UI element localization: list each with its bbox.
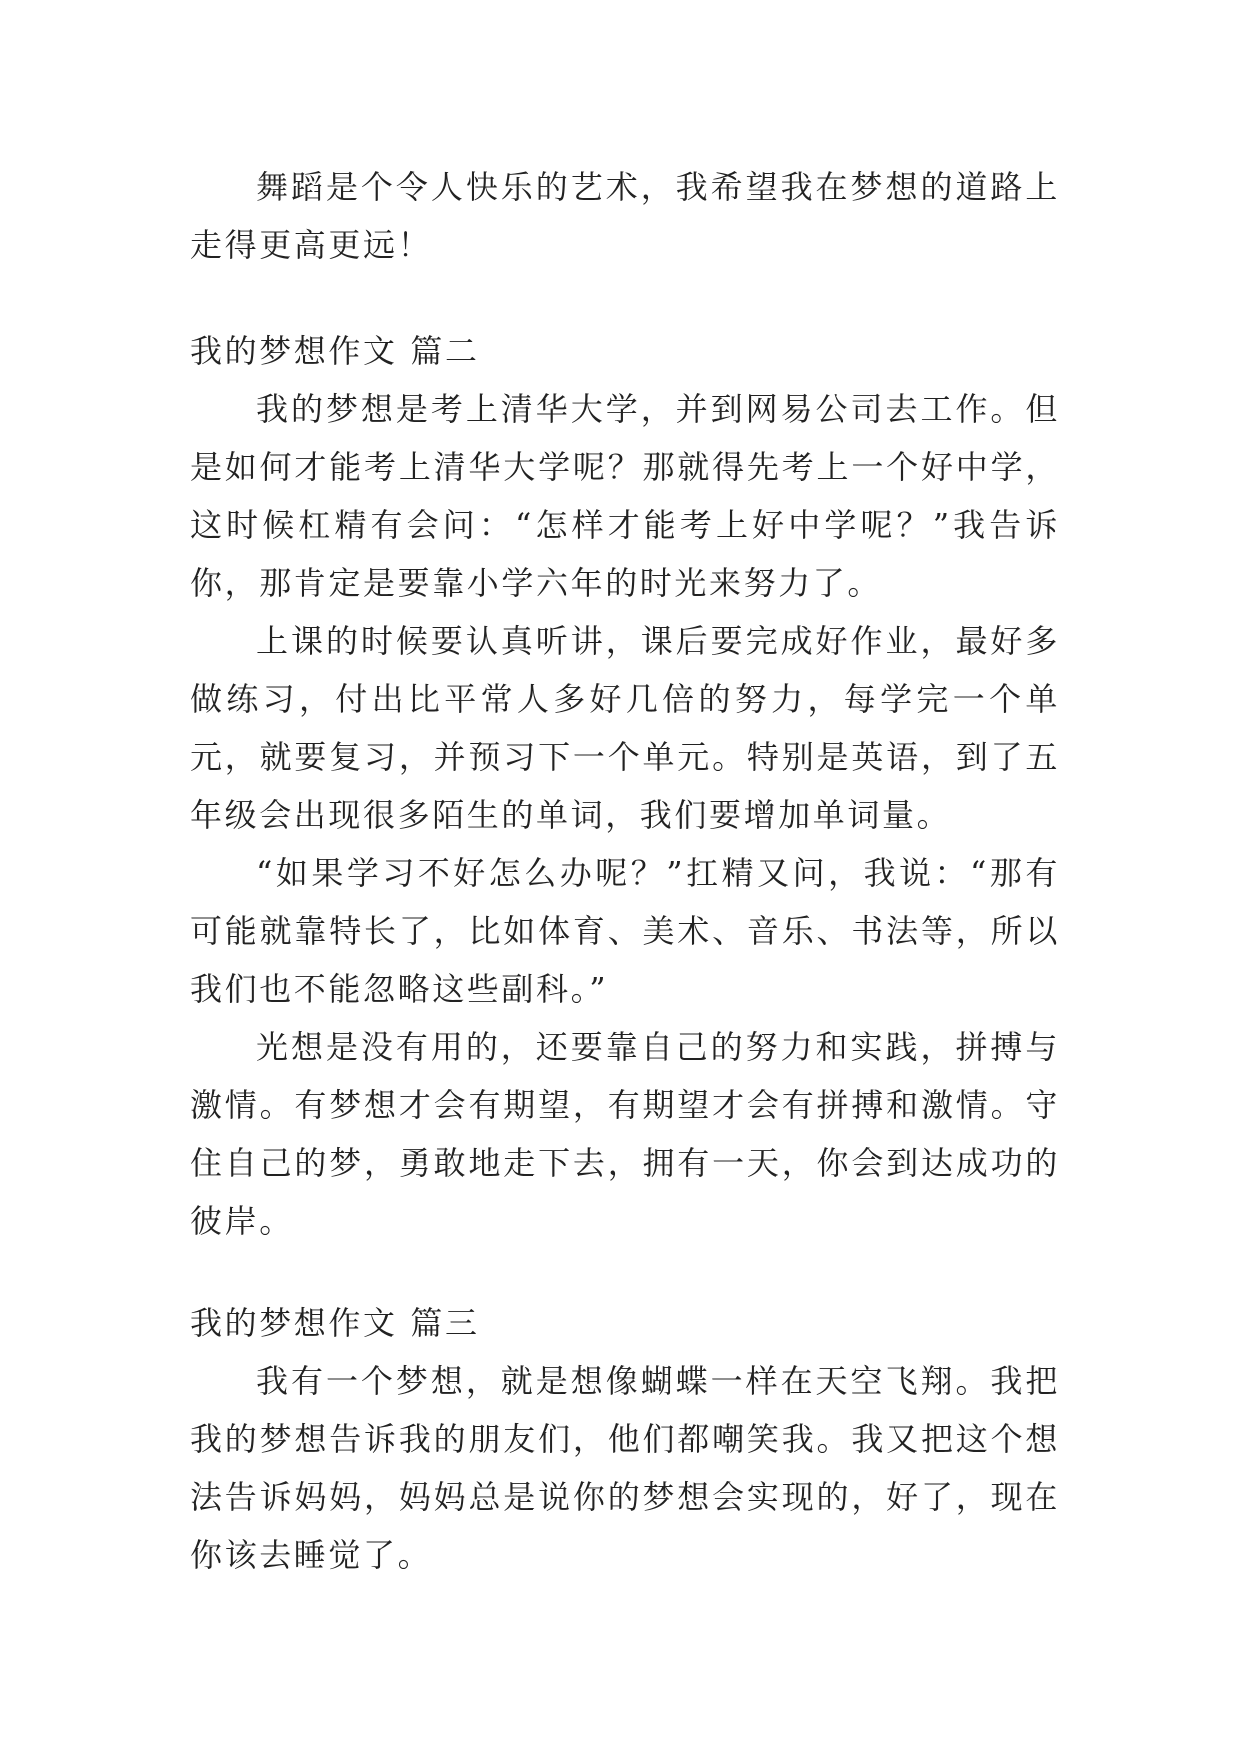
spacer xyxy=(190,274,1060,322)
essay-section-3 xyxy=(190,1294,1060,1584)
body-paragraph: “如果学习不好怎么办呢？”扛精又问，我说：“那有可能就靠特长了，比如体育、美术、音乐、书法等，所以我们也不能忽略这些副科。” xyxy=(190,854,1060,1008)
intro-paragraph: 舞蹈是个令人快乐的艺术，我希望我在梦想的道路上走得更高更远！ xyxy=(190,168,1060,264)
section-heading: 我的梦想作文 篇二 xyxy=(190,332,480,370)
body-paragraph: 我有一个梦想，就是想像蝴蝶一样在天空飞翔。我把我的梦想告诉我的朋友们，他们都嘲笑我。我又把这个想法告诉妈妈，妈妈总是说你的梦想会实现的，好了，现在你该去睡觉了。 xyxy=(190,1362,1060,1574)
section-heading: 我的梦想作文 篇三 xyxy=(190,1304,480,1342)
body-paragraph: 上课的时候要认真听讲，课后要完成好作业，最好多做练习，付出比平常人多好几倍的努力，每学完一个单元，就要复习，并预习下一个单元。特别是英语，到了五年级会出现很多陌生的单词，我们要增加单词量。 xyxy=(190,622,1060,834)
essay-section-2 xyxy=(190,322,1060,1250)
spacer xyxy=(190,1250,1060,1294)
document-page xyxy=(190,158,1060,1584)
body-paragraph: 光想是没有用的，还要靠自己的努力和实践，拼搏与激情。有梦想才会有期望，有期望才会有拼搏和激情。守住自己的梦，勇敢地走下去，拥有一天，你会到达成功的彼岸。 xyxy=(190,1028,1060,1240)
body-paragraph: 我的梦想是考上清华大学，并到网易公司去工作。但是如何才能考上清华大学呢？那就得先考上一个好中学，这时候杠精有会问：“怎样才能考上好中学呢？”我告诉你，那肯定是要靠小学六年的时光来努力了。 xyxy=(190,390,1060,602)
